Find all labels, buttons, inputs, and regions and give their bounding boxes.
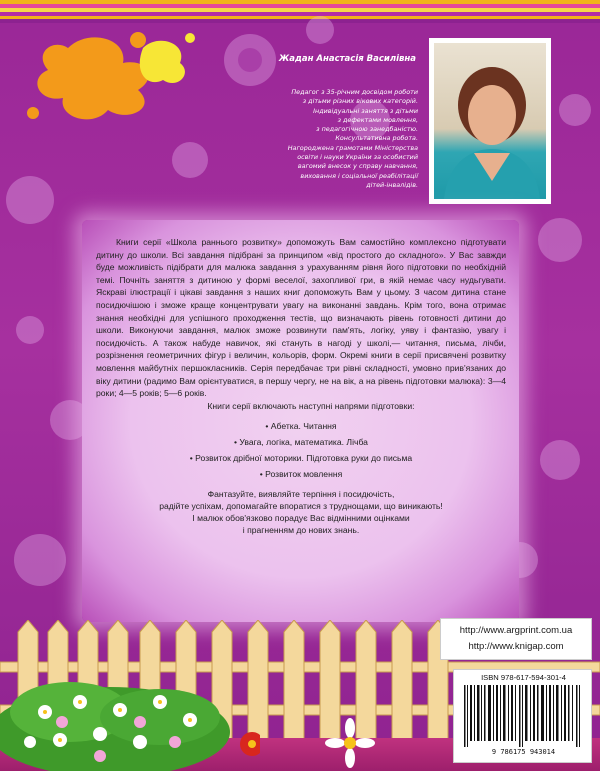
author-bio: Педагог з 35-річним досвідом роботи з дітьми різних вікових категорій. Індивідуальні заняття з дітьми з дефектами мовлення, з педагогічною занедбаністю. Консультативна робота. Нагороджена грамотами Міністерства освіти і науки України за особистий вагомий внесок у справу навчання, виховання і соціальної реабілітації дітей-інвалідів. bbox=[287, 88, 418, 189]
isbn-label: ISBN 978-617-594-301-4 bbox=[481, 673, 566, 682]
list-item: • Абетка. Читання bbox=[265, 421, 337, 432]
barcode-digits: 9 786175 943014 bbox=[491, 748, 556, 756]
isbn-barcode-block bbox=[453, 669, 592, 763]
flower-bush-icon bbox=[0, 672, 260, 771]
list-item: • Розвиток мовлення bbox=[259, 469, 343, 480]
author-photo bbox=[429, 38, 551, 204]
daisy-icon bbox=[325, 718, 375, 768]
training-areas-list bbox=[96, 418, 506, 482]
paint-splash-icon bbox=[8, 18, 198, 128]
list-intro: Книги серії включають наступні напрями підготовки: bbox=[207, 400, 415, 411]
list-item: • Увага, логіка, математика. Лічба bbox=[234, 437, 368, 448]
publisher-links bbox=[440, 618, 592, 660]
description-text bbox=[96, 236, 506, 536]
intro-paragraph: Книги серії «Школа раннього розвитку» допоможуть Вам самостійно комплексно підготувати дитину до школи. Всі завдання підібрані за принципом «від простого до складного». У Вас завжди буде можливість підібрати для малюка завдання з урахуванням рівня його підготовки по необхідній темі. Почніть заняття з дитиною у формі веселої, захопливої гри, в якій немає часу нудьгувати. Яскраві ілюстрації і цікаві завдання з наших книг допоможуть Вам у цьому. З часом дитина стане посидючішою і зможе краще концентрувати увагу на виконанні завдань. Крім того, вона отримає знання необхідні для успішного проходження тестів, що визначають рівень готовності дитини до школи. Виконуючи завдання, малюк зможе розвинути пам'ять, логіку, уяву і фантазію, увагу і посидючість. А також набуде навичок, які стануть в нагоді у школі,— читання, письма, лічби, розрізнення геометричних фігур і величин, кольорів, форм. Окремі книги в серії присвячені розвитку мовлення майбутніх першокласників. Серія передбачає три рівні складності, умовно прив'язаних до віку дитини (радимо Вам орієнтуватися, в першу чергу, не на вік, а на рівень підготовки малюка): 3—4 роки; 4—5 років; 5—6 років. bbox=[96, 237, 506, 399]
closing-text: Фантазуйте, виявляйте терпіння і посидючість, радійте успіхам, допомагайте впоратися з труднощами, що виникають! І малюк обов'язково порадує Вас відмінними оцінками і прагненням до нових знань. bbox=[159, 489, 443, 536]
author-portrait bbox=[434, 43, 546, 199]
barcode-icon bbox=[462, 685, 585, 747]
publisher-link-1[interactable]: http://www.argprint.com.ua bbox=[459, 625, 573, 636]
list-item: • Розвиток дрібної моторики. Підготовка руки до письма bbox=[189, 453, 413, 464]
publisher-link-2[interactable]: http://www.knigap.com bbox=[468, 641, 564, 652]
author-name: Жадан Анастасія Василівна bbox=[278, 54, 416, 64]
